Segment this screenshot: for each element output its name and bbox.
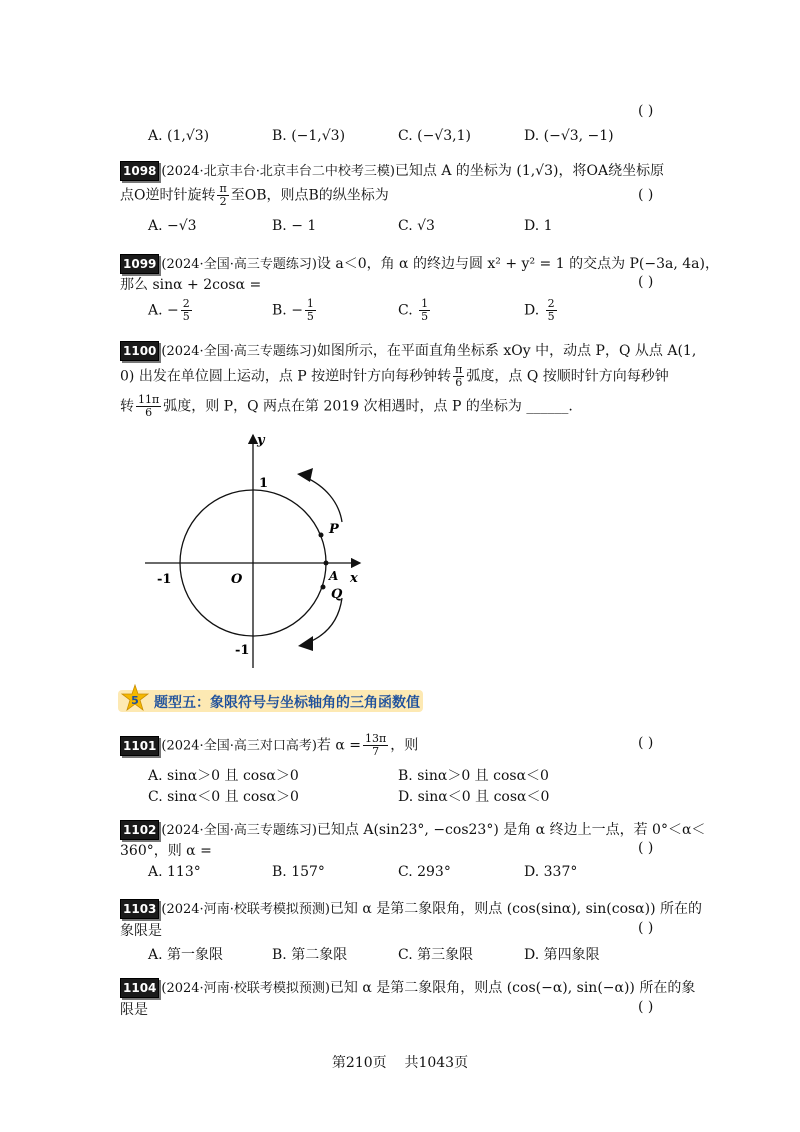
answer-bracket: ( ): [638, 187, 654, 203]
option-d: D. sinα＜0 且 cosα＜0: [398, 789, 550, 805]
question-number: 1104: [120, 978, 159, 998]
page-number: 第210页: [331, 1055, 387, 1071]
option-d: D. $\frac{2}{5}$: [524, 297, 555, 323]
option-b: B. − 1: [272, 218, 317, 234]
option-a: A. 第一象限: [148, 947, 224, 963]
option-a: A. (1,√3): [148, 128, 210, 144]
origin-label: O: [231, 572, 243, 587]
option-a: A. − $\frac{2}{5}$: [148, 297, 190, 323]
label-neg-one-x: -1: [157, 572, 172, 587]
option-b: B. − $\frac{1}{5}$: [272, 297, 314, 323]
point-p: [319, 533, 324, 538]
question-text: 设 a＜0，角 α 的终边与圆 x² + y² = 1 的交点为 P(−3a, 4a)，: [316, 256, 719, 272]
question-text: 那么 sinα + 2cosα =: [120, 277, 262, 293]
question-1100-line3: 转 $\frac{11\pi}{6}$ 弧度，则 P，Q 两点在第 2019 次相遇时，点 P 的坐标为 ______.: [120, 393, 573, 419]
point-a-label: A: [329, 569, 339, 583]
question-text: 如图所示，在平面直角坐标系 xOy 中，动点 P，Q 从点 A(1,: [316, 343, 697, 359]
question-number: 1101: [120, 736, 159, 756]
x-axis-label: x: [350, 571, 358, 586]
answer-bracket: ( ): [638, 920, 654, 936]
question-source: (2024·河南·校联考模拟预测): [161, 981, 330, 996]
question-number: 1102: [120, 820, 159, 840]
fraction: $\frac{\pi}{6}$: [455, 363, 463, 389]
question-text: 已知点 A 的坐标为 (1,√3)，将OA绕坐标原: [394, 163, 665, 179]
option-c: C. (−√3,1): [398, 128, 471, 144]
question-source: (2024·北京丰台·北京丰台二中校考三模): [161, 164, 395, 179]
option-b: B. (−1,√3): [272, 128, 346, 144]
answer-bracket: ( ): [638, 735, 654, 751]
option-d: D. 第四象限: [524, 947, 600, 963]
option-c: C. $\frac{1}{5}$: [398, 297, 429, 323]
fraction: $\frac{\pi}{2}$: [219, 182, 227, 208]
point-a: [324, 561, 329, 566]
section-number: 5: [131, 694, 139, 707]
unit-circle-figure: [135, 430, 375, 680]
question-1104-line1: 1104 (2024·河南·校联考模拟预测)已知 α 是第二象限角，则点 (cos(−α), sin(−α)) 所在的象: [120, 977, 695, 998]
question-text: 限是: [120, 1002, 148, 1018]
label-neg-one-y: -1: [235, 643, 250, 658]
option-a: A. sinα＞0 且 cosα＞0: [148, 768, 299, 784]
question-text: 点O逆时针旋转: [120, 187, 216, 204]
question-number: 1100: [120, 341, 159, 361]
question-text: 360°，则 α =: [120, 843, 212, 859]
question-1100-line1: [120, 340, 696, 361]
fraction: $\frac{11\pi}{6}$: [138, 393, 160, 419]
question-source: (2024·全国·高三专题练习): [161, 344, 317, 359]
cw-arrow-icon: [298, 636, 313, 651]
option-c: C. 293°: [398, 864, 451, 880]
section-title: 题型五：象限符号与坐标轴角的三角函数值: [154, 695, 420, 711]
question-source: (2024·全国·高三专题练习): [161, 823, 317, 838]
question-source: (2024·全国·高三对口高考): [161, 738, 317, 754]
answer-bracket: ( ): [638, 103, 654, 119]
question-1099-line1: [120, 253, 719, 274]
page-total: 共1043页: [404, 1055, 469, 1071]
option-c: C. √3: [398, 218, 435, 234]
question-1098-line2: [120, 183, 389, 208]
question-1100-line2: 0) 出发在单位圆上运动，点 P 按逆时针方向每秒钟转 $\frac{\pi}{6}$ 弧度，点 Q 按顺时针方向每秒钟: [120, 363, 669, 389]
label-one: 1: [259, 476, 269, 491]
option-c: C. sinα＜0 且 cosα＞0: [148, 789, 299, 805]
answer-bracket: ( ): [638, 274, 654, 290]
option-b: B. 第二象限: [272, 947, 348, 963]
question-text: 象限是: [120, 923, 162, 939]
point-q-label: Q: [331, 587, 343, 602]
option-c: C. 第三象限: [398, 947, 474, 963]
option-d: D. 1: [524, 218, 553, 234]
question-number: 1099: [120, 254, 159, 274]
question-text: 至OB，则点B的纵坐标为: [230, 187, 389, 204]
option-a: A. 113°: [148, 864, 201, 880]
answer-bracket: ( ): [638, 999, 654, 1015]
option-b: B. sinα＞0 且 cosα＜0: [398, 768, 549, 784]
question-number: 1103: [120, 899, 159, 919]
option-a: A. −√3: [148, 218, 197, 234]
question-1101-line1: 1101 (2024·全国·高三对口高考)若 α = $\frac{13\pi}{7}$ ，则: [120, 733, 418, 758]
point-q: [321, 585, 326, 590]
fraction: $\frac{13\pi}{7}$: [365, 732, 387, 758]
y-axis-label: y: [257, 433, 265, 448]
question-source: (2024·河南·校联考模拟预测): [161, 902, 330, 917]
option-b: B. 157°: [272, 864, 325, 880]
ccw-arc: [305, 477, 342, 522]
section-badge-icon: [120, 684, 150, 714]
option-d: D. (−√3, −1): [524, 128, 614, 144]
question-1098-line1: [120, 160, 664, 181]
page-footer: [0, 1052, 800, 1072]
question-1103-line1: 1103 (2024·河南·校联考模拟预测)已知 α 是第二象限角，则点 (cos(sinα), sin(cosα)) 所在的: [120, 898, 702, 919]
answer-bracket: ( ): [638, 840, 654, 856]
point-p-label: P: [329, 522, 339, 537]
option-d: D. 337°: [524, 864, 578, 880]
question-1102-line1: 1102 (2024·全国·高三专题练习)已知点 A(sin23°, −cos23°) 是角 α 终边上一点，若 0°＜α＜: [120, 819, 705, 840]
question-number: 1098: [120, 161, 159, 181]
question-source: (2024·全国·高三专题练习): [161, 257, 317, 272]
